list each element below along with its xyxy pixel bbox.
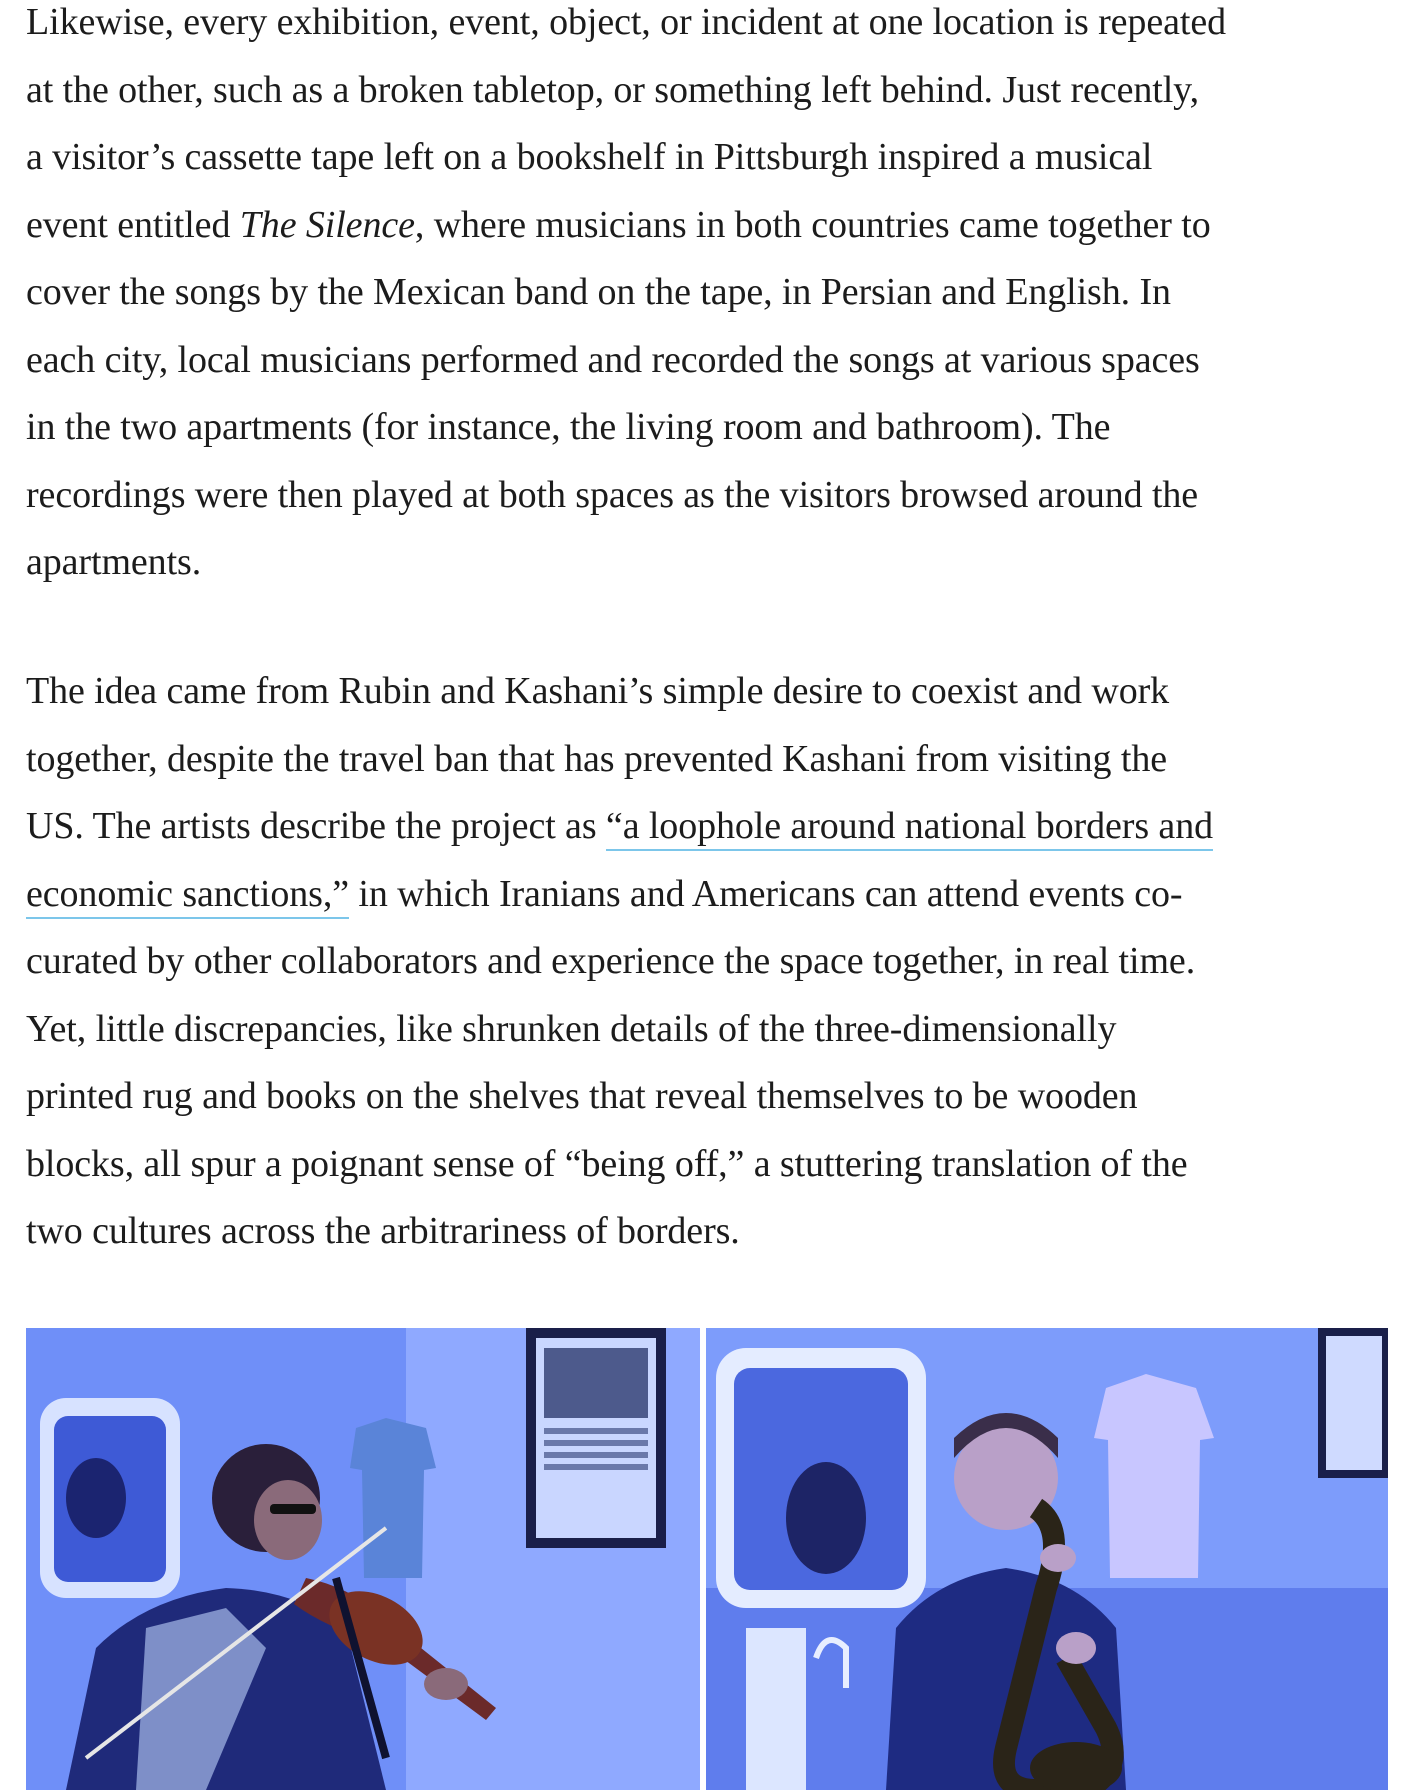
text: Yet, little discrepancies, like shrunken details of the three-dimensionally (26, 1007, 1117, 1050)
text: , where musicians in both countries came together to (414, 203, 1211, 246)
paragraph-line (26, 0, 1390, 57)
article-photo (26, 1328, 1388, 1790)
text: together, despite the travel ban that has prevented Kashani from visiting the (26, 737, 1167, 780)
hanging-shirt (1094, 1374, 1214, 1578)
text: in the two apartments (for instance, the living room and bathroom). The (26, 406, 1111, 448)
text: blocks, all spur a poignant sense of “being off,” a stuttering translation of the (26, 1142, 1188, 1185)
violinist-illustration (26, 1328, 700, 1790)
photo-saxophonist (706, 1328, 1388, 1790)
paragraph-line (26, 57, 1390, 125)
paragraph-line (26, 996, 1390, 1064)
paragraph-line (26, 1063, 1390, 1131)
text: recordings were then played at both spaces as the visitors browsed around the (26, 473, 1199, 516)
paragraph-line (26, 928, 1390, 996)
paragraph-line (26, 259, 1390, 327)
text: US. The artists describe the project as (26, 805, 606, 847)
paragraph-line (26, 1198, 1390, 1266)
paragraph-line (26, 192, 1390, 260)
paragraph-line (26, 861, 1390, 929)
paragraph-line (26, 1131, 1390, 1199)
paragraph-1 (26, 0, 1390, 597)
paragraph-line (26, 462, 1390, 530)
paragraph-2 (26, 658, 1390, 1266)
text: curated by other collaborators and experience the space together, in real time. (26, 940, 1196, 982)
text: a visitor’s cassette tape left on a bookshelf in Pittsburgh inspired a musical (26, 136, 1153, 178)
quote-link[interactable]: “a loophole around national borders and (606, 805, 1213, 851)
text: event entitled (26, 203, 240, 246)
quote-link-continued[interactable]: economic sanctions,” (26, 873, 349, 919)
paragraph-line (26, 394, 1390, 462)
paragraph-line (26, 793, 1390, 861)
event-title: The Silence (239, 203, 415, 246)
text: cover the songs by the Mexican band on the tape, in Persian and English. In (26, 271, 1171, 313)
paragraph-line (26, 327, 1390, 395)
paragraph-line (26, 726, 1390, 794)
text: Likewise, every exhibition, event, object, or incident at one location is repeated (26, 1, 1226, 43)
text: at the other, such as a broken tabletop, or something left behind. Just recently, (26, 68, 1199, 111)
text: apartments. (26, 541, 202, 583)
text: The idea came from Rubin and Kashani’s simple desire to coexist and work (26, 670, 1170, 712)
text: in which Iranians and Americans can attend events co- (349, 872, 1183, 915)
paragraph-line (26, 658, 1390, 726)
text: printed rug and books on the shelves that reveal themselves to be wooden (26, 1075, 1138, 1117)
paragraph-line (26, 124, 1390, 192)
text: two cultures across the arbitrariness of borders. (26, 1210, 740, 1252)
photo-violinist (26, 1328, 700, 1790)
saxophonist-illustration (706, 1328, 1388, 1790)
text: each city, local musicians performed and recorded the songs at various spaces (26, 338, 1200, 381)
paragraph-line (26, 529, 1390, 597)
